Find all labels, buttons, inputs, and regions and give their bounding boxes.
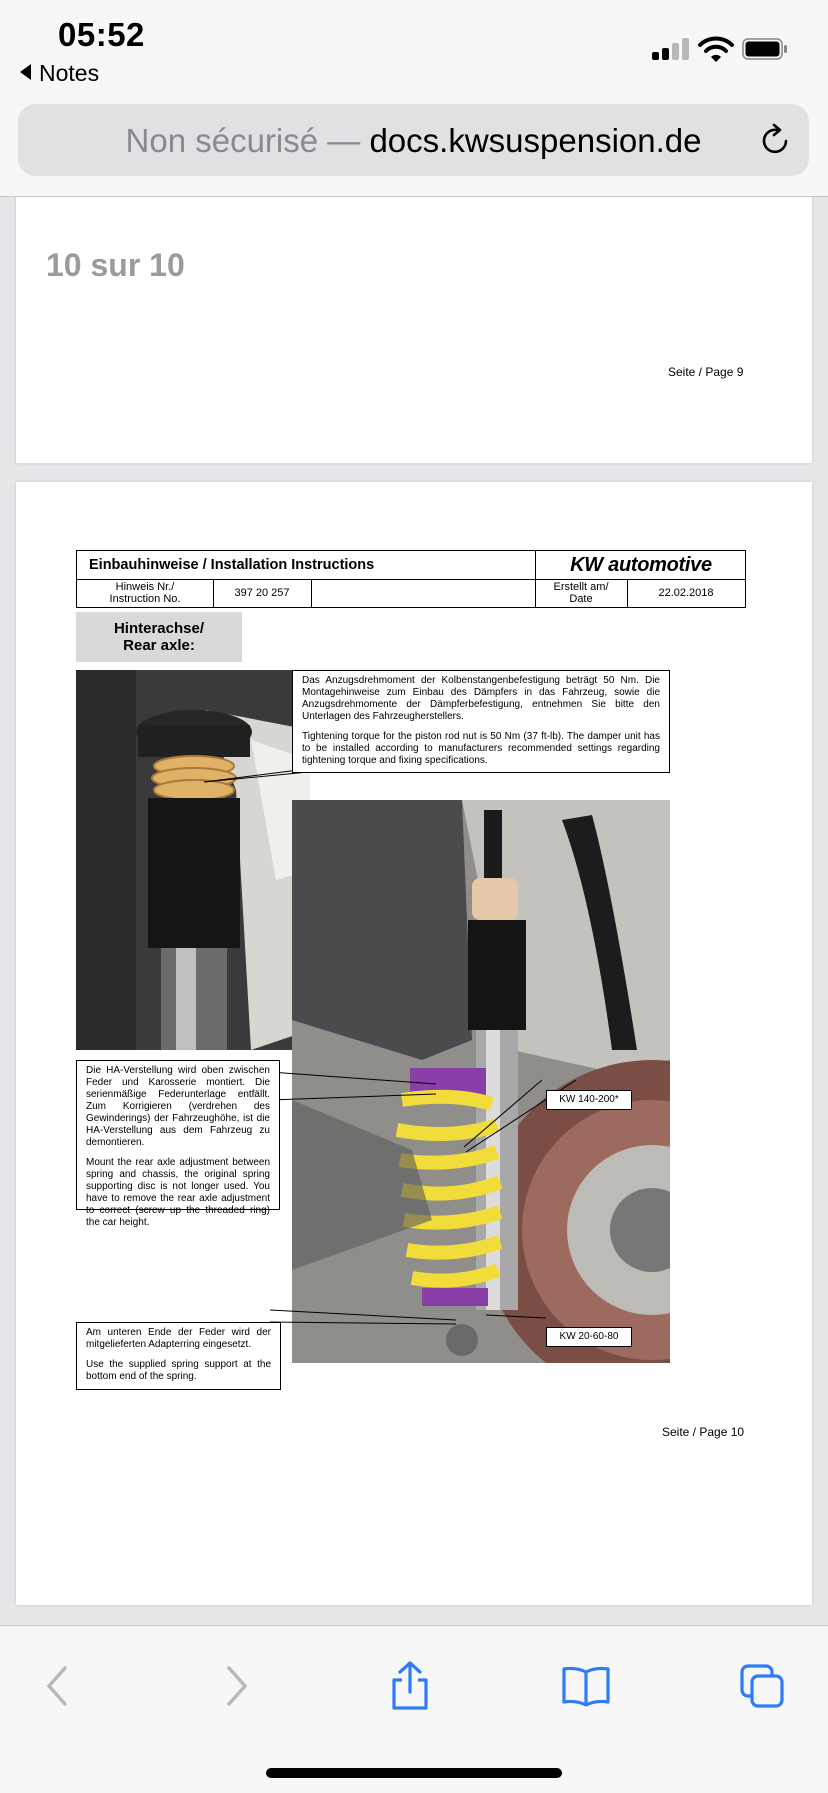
- forward-button[interactable]: [206, 1658, 266, 1714]
- pdf-viewer[interactable]: [0, 197, 828, 1625]
- document-title: Einbauhinweise / Installation Instructions: [89, 557, 375, 573]
- status-bar: [0, 0, 828, 100]
- share-icon: [388, 1660, 432, 1712]
- part-label-spring-top: KW 140-200*: [546, 1090, 632, 1110]
- address-bar[interactable]: [18, 104, 809, 176]
- forward-icon: [221, 1664, 251, 1708]
- note-rear-axle-adjustment: Die HA-Verstellung wird oben zwischen Feder und Karosserie montiert. Die serienmäßige Federunterlage entfällt. Zum Korrigieren (verdrehen des Gewinderings) der Fahrzeughöhe, ist die HA-Verstellung aus dem Fahrzeug zu demontieren. Mount the rear axle adjustment between spring and chassis, the original spring supporting disc is not longer used. You have to remove the rear axle adjustment to correct (screw up the threaded ring) the car height.: [76, 1060, 280, 1210]
- page-counter: 10 sur 10: [46, 247, 185, 283]
- back-icon: [43, 1664, 73, 1708]
- browser-navigation-bar: [0, 100, 828, 197]
- date-value: 22.02.2018: [658, 587, 714, 599]
- back-button[interactable]: [28, 1658, 88, 1714]
- instruction-no-value: 397 20 257: [234, 587, 290, 599]
- reload-icon[interactable]: [757, 122, 793, 158]
- back-triangle-icon: [20, 64, 31, 80]
- note-torque: Das Anzugsdrehmoment der Kolbenstangenbefestigung beträgt 50 Nm. Die Montagehinweise zum Einbau des Dämpfers in das Fahrzeug, sowie die Anzugsdrehmomente der Dämpferbefestigung, entnehmen Sie bitte den Unterlagen des Fahrzeugherstellers. Tightening torque for the piston rod nut is 50 Nm (37 ft-lb). The damper unit has to be installed according to manufacturers recommended settings regarding tightening torque and fixing specifications.: [292, 670, 670, 773]
- battery-icon: [742, 38, 788, 60]
- home-indicator[interactable]: [266, 1768, 562, 1778]
- bookmarks-icon: [560, 1664, 612, 1708]
- rear-axle-heading: Hinterachse/ Rear axle:: [76, 612, 242, 662]
- bookmarks-button[interactable]: [556, 1658, 616, 1714]
- date-label: Erstellt am/ Date: [553, 581, 609, 605]
- back-app-label: Notes: [39, 60, 100, 86]
- note-adapter-ring: Am unteren Ende der Feder wird der mitgelieferten Adapterring eingesetzt. Use the supplied spring support at the bottom end of the spring.: [76, 1322, 281, 1390]
- pdf-page-9: [16, 197, 812, 463]
- brand-logo: KW automotive: [535, 551, 746, 579]
- share-button[interactable]: [380, 1658, 440, 1714]
- tabs-icon: [738, 1662, 786, 1710]
- page-domain: docs.kwsuspension.de: [369, 122, 702, 159]
- status-time: 05:52: [58, 16, 145, 53]
- page-10-number: Seite / Page 10: [662, 1425, 745, 1439]
- security-warning: Non sécurisé —: [125, 122, 361, 159]
- cellular-signal-icon: [652, 38, 690, 60]
- page-9-number: Seite / Page 9: [668, 365, 744, 379]
- wifi-icon: [698, 34, 734, 64]
- pdf-page-10: [16, 482, 812, 1605]
- part-label-spring-bottom: KW 20-60-80: [546, 1327, 632, 1347]
- browser-toolbar: [0, 1625, 828, 1793]
- back-to-notes-link[interactable]: [20, 60, 99, 87]
- tabs-button[interactable]: [732, 1658, 792, 1714]
- instruction-no-label: Hinweis Nr./ Instruction No.: [109, 581, 181, 605]
- address-text: [18, 122, 809, 160]
